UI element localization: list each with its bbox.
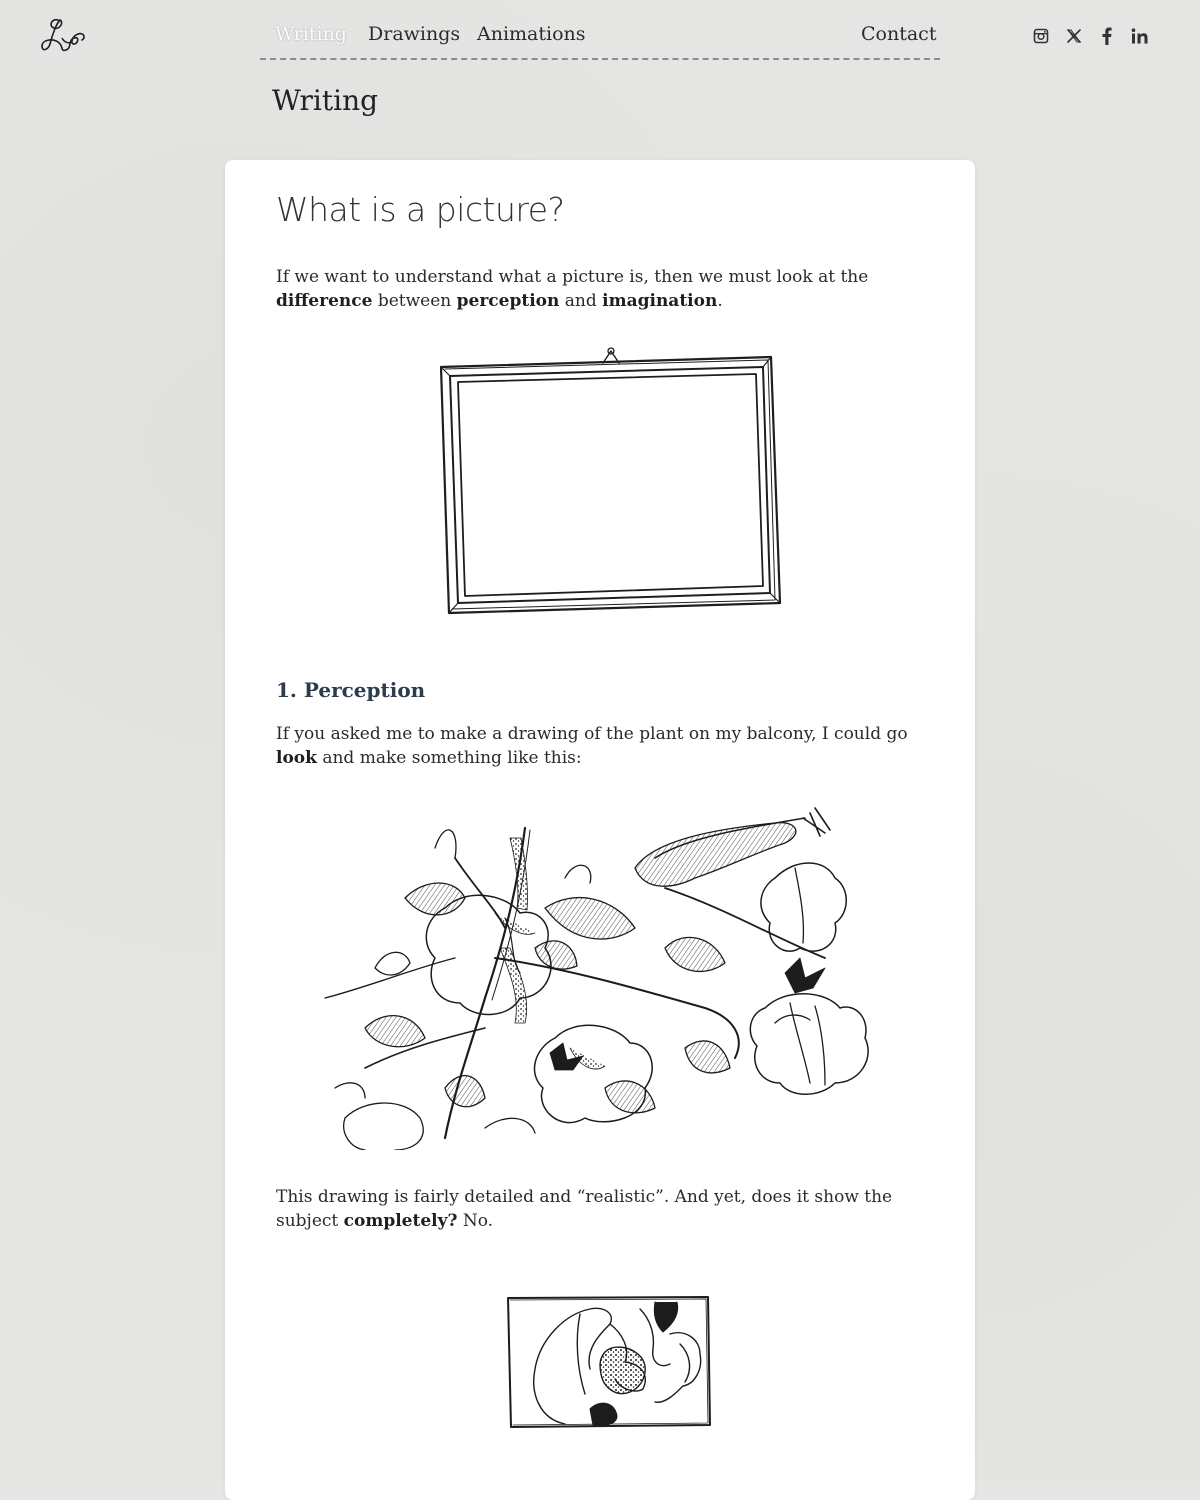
perception-bold-look: look	[276, 748, 317, 768]
intro-bold-perception: perception	[456, 291, 560, 311]
facebook-icon[interactable]	[1099, 27, 1113, 45]
article-card	[225, 160, 975, 1500]
intro-text-4: .	[717, 291, 723, 311]
completeness-text-2: No.	[457, 1211, 494, 1231]
tomato-plant-drawing	[305, 798, 915, 1150]
completeness-paragraph	[276, 1185, 926, 1233]
nav-animations[interactable]: Animations	[477, 23, 586, 45]
section-heading-perception: 1. Perception	[276, 678, 426, 702]
intro-paragraph	[276, 265, 926, 313]
page-heading: Writing	[272, 84, 379, 117]
instagram-icon[interactable]	[1033, 28, 1049, 44]
cropped-tomato-detail-drawing	[505, 1294, 715, 1430]
linkedin-icon[interactable]	[1131, 28, 1149, 44]
intro-text-3: and	[559, 291, 603, 311]
nav-drawings[interactable]: Drawings	[368, 23, 461, 45]
perception-paragraph	[276, 722, 926, 770]
intro-text-1: If we want to understand what a picture is, then we must look at the	[276, 267, 869, 287]
intro-text-2: between	[372, 291, 457, 311]
perception-text-2: and make something like this:	[316, 748, 582, 768]
intro-bold-difference: difference	[276, 291, 373, 311]
empty-picture-frame-illustration	[435, 345, 785, 620]
completeness-bold: completely?	[343, 1211, 458, 1231]
intro-bold-imagination: imagination	[602, 291, 718, 311]
perception-text-1: If you asked me to make a drawing of the plant on my balcony, I could go	[276, 724, 908, 744]
article-title: What is a picture?	[276, 190, 565, 229]
nav-writing[interactable]: Writing	[275, 23, 347, 45]
x-icon[interactable]	[1066, 28, 1082, 44]
completeness-text-1: This drawing is fairly detailed and “realistic”. And yet, does it show the subject	[276, 1187, 893, 1231]
signature-logo[interactable]	[38, 14, 90, 56]
main-nav	[260, 22, 940, 60]
nav-contact[interactable]: Contact	[861, 23, 937, 45]
